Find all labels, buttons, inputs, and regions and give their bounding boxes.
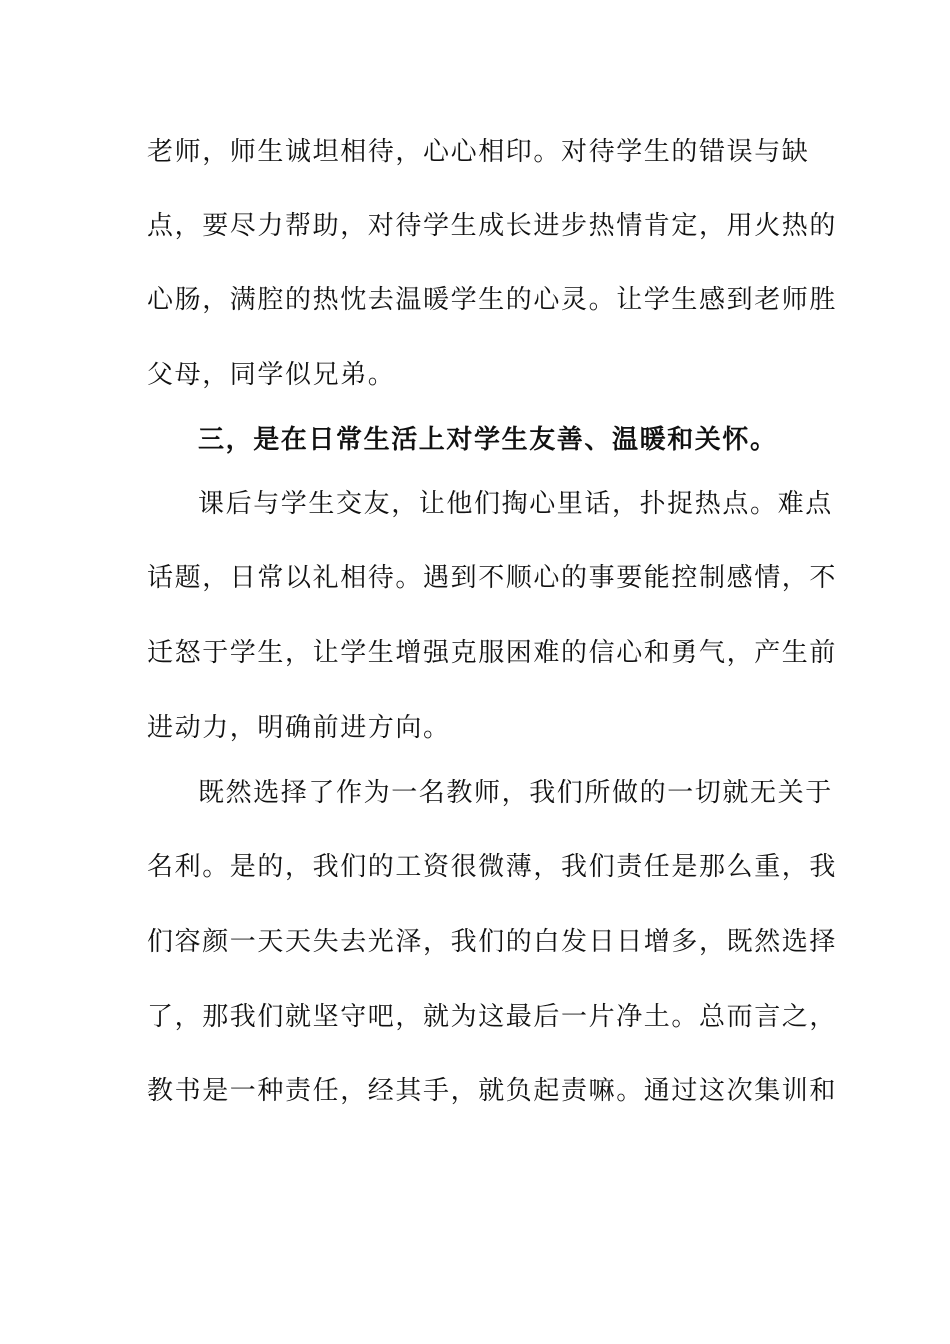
paragraph-1-line-3: 心肠，满腔的热忱去温暖学生的心灵。让学生感到老师胜: [147, 285, 838, 315]
paragraph-1-line-1: 老师，师生诚坦相待，心心相印。对待学生的错误与缺: [147, 137, 810, 167]
paragraph-3-line-3: 们容颜一天天失去光泽，我们的白发日日增多，既然选择: [147, 927, 838, 957]
paragraph-2-line-4: 进动力，明确前进方向。: [147, 713, 451, 743]
paragraph-2-line-3: 迁怒于学生，让学生增强克服困难的信心和勇气，产生前: [147, 638, 838, 668]
paragraph-3-line-5: 教书是一种责任，经其手，就负起责嘛。通过这次集训和: [147, 1076, 838, 1106]
section-heading-3: 三，是在日常生活上对学生友善、温暖和关怀。: [198, 425, 778, 455]
paragraph-1-line-2: 点，要尽力帮助，对待学生成长进步热情肯定，用火热的: [147, 211, 838, 241]
paragraph-3-line-1: 既然选择了作为一名教师，我们所做的一切就无关于: [198, 778, 833, 808]
paragraph-1-line-4: 父母，同学似兄弟。: [147, 360, 396, 390]
paragraph-2-line-1: 课后与学生交友，让他们掏心里话，扑捉热点。难点: [198, 489, 833, 519]
paragraph-2-line-2: 话题，日常以礼相待。遇到不顺心的事要能控制感情，不: [147, 563, 838, 593]
paragraph-3-line-2: 名利。是的，我们的工资很微薄，我们责任是那么重，我: [147, 852, 838, 882]
paragraph-3-line-4: 了，那我们就坚守吧，就为这最后一片净土。总而言之，: [147, 1002, 838, 1032]
